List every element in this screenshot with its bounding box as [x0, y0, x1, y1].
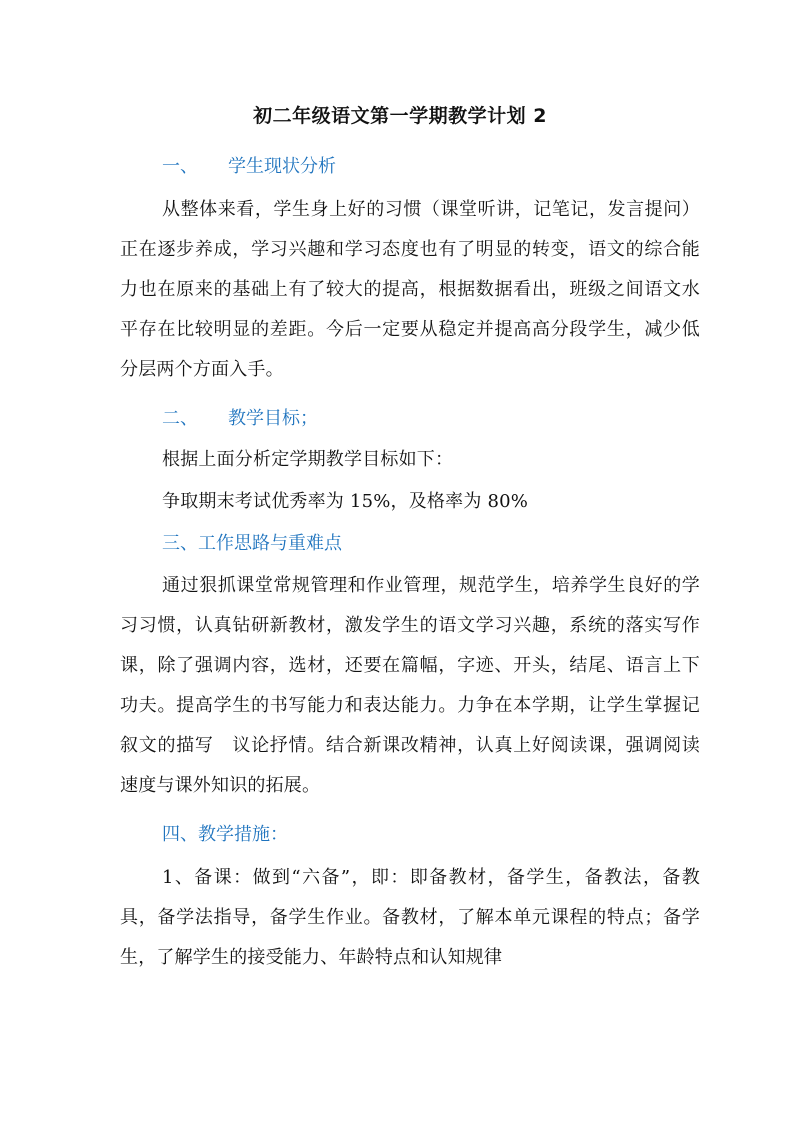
goal-line-2: 争取期末考试优秀率为 15%，及格率为 80% — [162, 491, 529, 512]
section-heading-4: 四、教学措施： — [162, 824, 288, 845]
section-paragraph-4: 1、备课：做到“六备”，即：即备教材，备学生，备教法，备教具，备学法指导，备学生作业。备教材，了解本单元课程的特点；备学生，了解学生的接受能力、年龄特点和认知规律 — [120, 867, 700, 968]
section-number-1: 一、 — [162, 156, 198, 177]
section-heading-3: 三、工作思路与重难点 — [162, 533, 342, 554]
section-heading-text-1: 学生现状分析 — [228, 156, 336, 177]
section-heading-text-2: 教学目标； — [228, 408, 318, 429]
section-paragraph-1: 从整体来看，学生身上好的习惯（课堂听讲，记笔记，发言提问）正在逐步养成，学习兴趣和学习态度也有了明显的转变，语文的综合能力也在原来的基础上有了较大的提高，根据数据看出，班级之间语文水平存在比较明显的差距。今后一定要从稳定并提高高分段学生，减少低分层两个方面入手。 — [120, 199, 700, 380]
section-paragraph-3: 通过狠抓课堂常规管理和作业管理，规范学生，培养学生良好的学习习惯，认真钻研新教材，激发学生的语文学习兴趣，系统的落实写作课，除了强调内容，选材，还要在篇幅，字迹、开头，结尾、语言上下功夫。提高学生的书写能力和表达能力。力争在本学期，让学生掌握记叙文的描写 议论抒情。结合新课改精神，认真上好阅读课，强调阅读速度与课外知识的拓展。 — [120, 575, 700, 796]
section-number-2: 二、 — [162, 408, 198, 429]
goal-line-1: 根据上面分析定学期教学目标如下： — [162, 449, 454, 470]
section-heading-1 — [162, 152, 336, 182]
section-heading-2 — [162, 404, 318, 434]
document-title: 初二年级语文第一学期教学计划 2 — [253, 105, 547, 127]
